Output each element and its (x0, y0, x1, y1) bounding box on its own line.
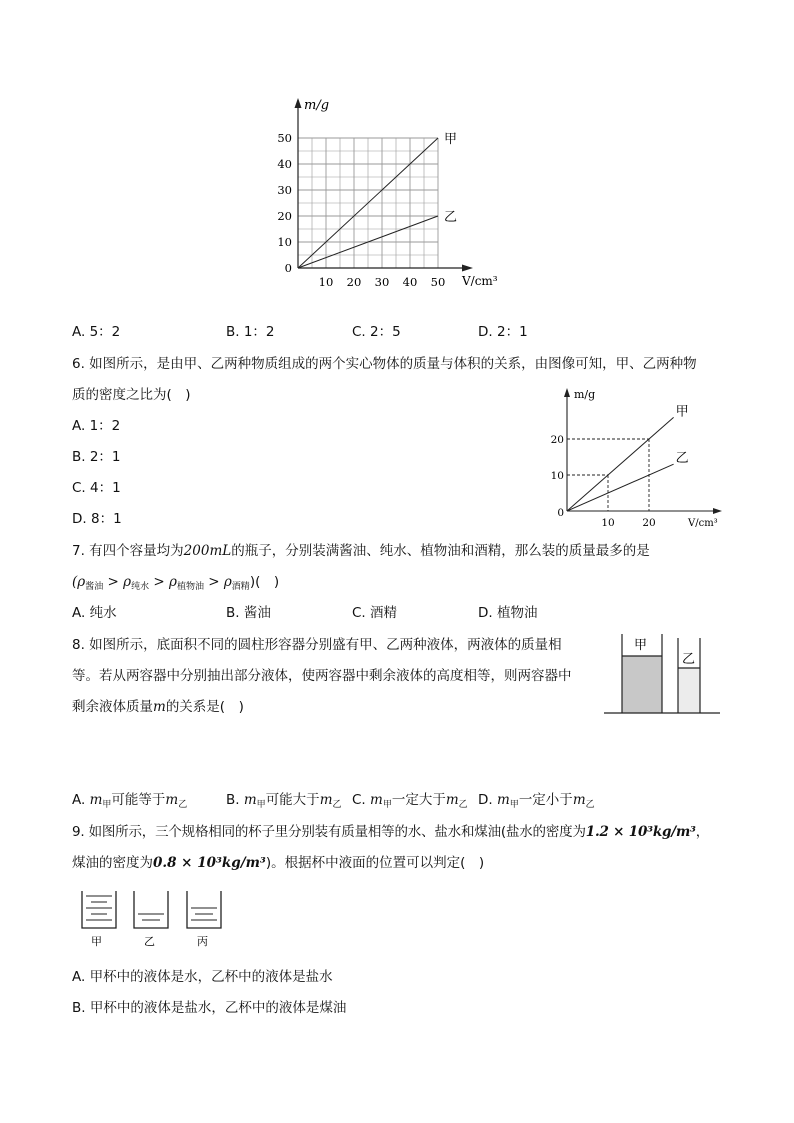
q7-rho-6: > ρ (203, 574, 232, 590)
q8-stem-line3b: 的关系是( ) (165, 699, 244, 715)
q8-opt-a-mid: 可能等于 (111, 792, 166, 808)
q6-stem-line1: 6. 如图所示，是由甲、乙两种物质组成的两个实心物体的质量与体积的关系，由图像可知，甲、乙两种物 (72, 356, 697, 372)
q8-opt-b-m1: m (243, 792, 257, 808)
q9-cups-figure (78, 888, 228, 950)
x-tick-label: 20 (642, 517, 656, 529)
cup-yi (134, 891, 168, 948)
q8-containers-figure (600, 632, 725, 718)
q8-opt-a-s1: 甲 (102, 800, 112, 810)
q9-option-b[interactable]: B. 甲杯中的液体是盐水，乙杯中的液体是煤油 (72, 1000, 347, 1016)
q8-var-m: m (153, 699, 166, 715)
q8-stem-line2: 等。若从两容器中分别抽出部分液体，使两容器中剩余液体的高度相等，则两容器中 (72, 668, 572, 684)
x-tick-label: 40 (402, 275, 418, 289)
x-tick-label: 10 (318, 275, 334, 289)
y-tick-label: 50 (277, 131, 292, 145)
q7-rho-4: > ρ (149, 574, 177, 590)
q8-opt-d-s1: 甲 (509, 800, 519, 810)
series-label-jia: 甲 (675, 404, 689, 420)
q7-option-c[interactable]: C. 酒精 (352, 605, 398, 621)
q8-option-b[interactable] (226, 790, 342, 815)
q9-stem-line1b: ， (695, 824, 710, 840)
q8-opt-b-m2: m (319, 792, 333, 808)
q8-opt-c-m2: m (445, 792, 459, 808)
cup-jia (82, 891, 116, 948)
q8-opt-b-pre: B. (226, 792, 244, 808)
q7-stem-b: 的瓶子，分别装满酱油、纯水、植物油和酒精，那么装的质量最多的是 (231, 543, 650, 559)
q6-stem-line2: 质的密度之比为( ) (72, 387, 191, 403)
q5-option-c[interactable]: C. 2：5 (352, 324, 401, 340)
y-axis-arrow (295, 98, 302, 108)
q7-rho-0: (ρ (72, 574, 86, 590)
q7-rho-sub-soy: 酱油 (85, 582, 104, 592)
q7-density-order (72, 572, 279, 597)
q9-stem-line1a: 9. 如图所示，三个规格相同的杯子里分别装有质量相等的水、盐水和煤油(盐水的密度为 (72, 824, 586, 840)
x-tick-label: 20 (346, 275, 362, 289)
q6-option-a[interactable]: A. 1：2 (72, 418, 121, 434)
mass-volume-chart-1 (270, 92, 530, 297)
x-axis-arrow (713, 508, 722, 514)
container-yi-liquid (678, 668, 700, 713)
q8-opt-b-mid: 可能大于 (265, 792, 320, 808)
q8-opt-c-pre: C. (352, 792, 371, 808)
q8-opt-b-s2: 乙 (332, 800, 342, 810)
q7-stem-a: 7. 有四个容量均为 (72, 543, 184, 559)
q8-opt-a-m2: m (165, 792, 179, 808)
q8-opt-d-pre: D. (478, 792, 497, 808)
x-tick-label: 50 (430, 275, 446, 289)
y-tick-label: 10 (550, 470, 564, 482)
q5-option-d[interactable]: D. 2：1 (478, 324, 528, 340)
q8-opt-d-mid: 一定小于 (518, 792, 573, 808)
x-tick-label: 10 (601, 517, 615, 529)
q8-opt-d-s2: 乙 (585, 800, 595, 810)
y-tick-label: 20 (550, 434, 564, 446)
series-label-yi: 乙 (675, 451, 689, 467)
q6-option-c[interactable]: C. 4：1 (72, 480, 121, 496)
x-tick-label: 30 (374, 275, 390, 289)
q8-option-c[interactable] (352, 790, 468, 815)
cup-jia-label: 甲 (91, 935, 102, 948)
y-axis-label: m/g (574, 388, 596, 401)
q8-opt-b-s1: 甲 (256, 800, 266, 810)
q8-option-d[interactable] (478, 790, 595, 815)
q7-rho-sub-alcohol: 酒精 (231, 582, 250, 592)
q7-rho-8: )( ) (249, 574, 280, 590)
x-axis-arrow (462, 265, 473, 272)
y-tick-label: 20 (277, 209, 292, 223)
series-line-yi (567, 464, 674, 511)
q5-option-a[interactable]: A. 5：2 (72, 324, 121, 340)
q7-rho-sub-oil: 植物油 (176, 582, 204, 592)
q8-opt-c-s1: 甲 (382, 800, 392, 810)
q7-stem-line1 (72, 541, 650, 561)
q8-opt-a-pre: A. (72, 792, 90, 808)
series-line-jia (567, 417, 674, 511)
q7-rho-2: > ρ (103, 574, 132, 590)
q6-option-d[interactable]: D. 8：1 (72, 511, 122, 527)
y-tick-label: 30 (277, 183, 292, 197)
series-label-yi: 乙 (444, 210, 458, 225)
q9-stem-line2 (72, 853, 484, 873)
q7-option-a[interactable]: A. 纯水 (72, 605, 117, 621)
q9-stem-line2b: )。根据杯中液面的位置可以判定( ) (265, 855, 485, 871)
y-tick-label: 40 (277, 157, 292, 171)
cup-bing (187, 891, 221, 948)
q9-oil-density: 0.8 × 10³kg/m³ (153, 855, 266, 871)
container-jia-label: 甲 (634, 638, 648, 653)
q8-opt-c-m1: m (370, 792, 383, 808)
q9-salt-density: 1.2 × 10³kg/m³ (585, 824, 696, 840)
q8-opt-d-m2: m (572, 792, 586, 808)
q8-opt-c-s2: 乙 (458, 800, 468, 810)
y-tick-label: 0 (557, 507, 564, 519)
q8-opt-a-s2: 乙 (178, 800, 188, 810)
x-axis-label: V/cm³ (688, 518, 718, 529)
q7-option-b[interactable]: B. 酱油 (226, 605, 271, 621)
q6-option-b[interactable]: B. 2：1 (72, 449, 121, 465)
container-yi-label: 乙 (682, 652, 696, 667)
q8-opt-a-m1: m (89, 792, 103, 808)
y-tick-label: 10 (277, 235, 292, 249)
q7-option-d[interactable]: D. 植物油 (478, 605, 538, 621)
mass-volume-chart-2 (540, 384, 730, 534)
y-axis-label: m/g (304, 98, 330, 113)
container-jia-liquid (622, 656, 662, 713)
q7-volume: 200mL (183, 543, 232, 559)
q8-opt-d-m1: m (496, 792, 510, 808)
series-label-jia: 甲 (444, 132, 458, 147)
x-axis-label: V/cm³ (462, 274, 498, 288)
cup-bing-label: 丙 (197, 935, 208, 948)
q8-stem-line3 (72, 697, 244, 717)
q8-stem-line3a: 剩余液体质量 (72, 699, 153, 715)
q8-opt-c-mid: 一定大于 (391, 792, 446, 808)
q5-option-b[interactable]: B. 1：2 (226, 324, 275, 340)
q8-stem-line1: 8. 如图所示，底面积不同的圆柱形容器分别盛有甲、乙两种液体，两液体的质量相 (72, 637, 562, 653)
q7-rho-sub-water: 纯水 (131, 582, 150, 592)
q9-stem-line2a: 煤油的密度为 (72, 855, 153, 871)
y-tick-label: 0 (284, 261, 292, 275)
q9-stem-line1 (72, 822, 709, 842)
y-axis-arrow (564, 388, 570, 397)
q8-option-a[interactable] (72, 790, 187, 815)
cup-yi-label: 乙 (144, 935, 155, 948)
q9-option-a[interactable]: A. 甲杯中的液体是水，乙杯中的液体是盐水 (72, 969, 333, 985)
